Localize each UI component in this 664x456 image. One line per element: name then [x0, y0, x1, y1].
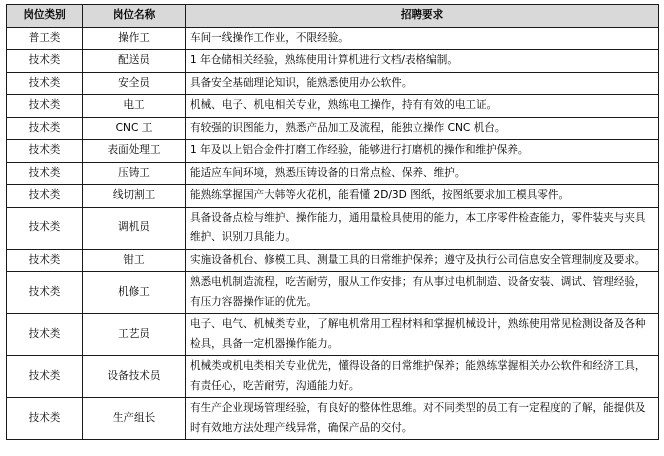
table-row: [7, 140, 659, 163]
requirement-cell: 车间一线操作工作业，不限经验。: [186, 27, 659, 50]
requirement-cell: 具备设备点检与维护、操作能力，通用量检具使用的能力，本工序零件检查能力，零件装夹与夹具维护、识别刀具能力。: [186, 207, 659, 249]
table-row: [7, 117, 659, 140]
table-row: [7, 398, 659, 440]
position-cell: 配送员: [83, 50, 186, 73]
header-requirement: 招聘要求: [186, 5, 659, 28]
category-cell: 技术类: [7, 140, 83, 163]
table-row: [7, 207, 659, 249]
category-cell: 技术类: [7, 117, 83, 140]
requirement-cell: 具备安全基础理论知识，能熟悉使用办公软件。: [186, 72, 659, 95]
table-header-row: [7, 5, 659, 28]
requirement-cell: 有生产企业现场管理经验，有良好的整体性思维。对不同类型的员工有一定程度的了解，能提供及时有效地方法处理产线异常，确保产品的交付。: [186, 398, 659, 440]
position-cell: 操作工: [83, 27, 186, 50]
requirement-cell: 机械类或机电类相关专业优先，懂得设备的日常维护保养；能熟练掌握相关办公软件和经济工具，有责任心，吃苦耐劳，沟通能力好。: [186, 356, 659, 398]
requirement-cell: 1 年仓储相关经验，熟练使用计算机进行文档/表格编制。: [186, 50, 659, 73]
requirement-cell: 有较强的识图能力，熟悉产品加工及流程，能独立操作 CNC 机台。: [186, 117, 659, 140]
requirement-cell: 实施设备机台、修模工具、测量工具的日常维护保养；遵守及执行公司信息安全管理制度及要求。: [186, 249, 659, 272]
position-cell: 机修工: [83, 272, 186, 314]
table-row: [7, 356, 659, 398]
category-cell: 普工类: [7, 27, 83, 50]
category-cell: 技术类: [7, 356, 83, 398]
category-cell: 技术类: [7, 398, 83, 440]
table-row: [7, 27, 659, 50]
category-cell: 技术类: [7, 95, 83, 118]
requirement-cell: 能适应车间环境，熟悉压铸设备的日常点检、保养、维护。: [186, 162, 659, 185]
category-cell: 技术类: [7, 207, 83, 249]
position-cell: 线切割工: [83, 185, 186, 208]
position-cell: 调机员: [83, 207, 186, 249]
requirement-cell: 能熟练掌握国产大韩等火花机，能看懂 2D/3D 图纸，按图纸要求加工模具零件。: [186, 185, 659, 208]
table-row: [7, 314, 659, 356]
table-row: [7, 50, 659, 73]
position-cell: 生产组长: [83, 398, 186, 440]
header-position: 岗位名称: [83, 5, 186, 28]
category-cell: 技术类: [7, 50, 83, 73]
category-cell: 技术类: [7, 314, 83, 356]
position-cell: CNC 工: [83, 117, 186, 140]
position-cell: 电工: [83, 95, 186, 118]
category-cell: 技术类: [7, 272, 83, 314]
position-cell: 设备技术员: [83, 356, 186, 398]
category-cell: 技术类: [7, 162, 83, 185]
position-cell: 钳工: [83, 249, 186, 272]
header-category: 岗位类别: [7, 5, 83, 28]
category-cell: 技术类: [7, 249, 83, 272]
table-row: [7, 249, 659, 272]
position-cell: 安全员: [83, 72, 186, 95]
table-row: [7, 272, 659, 314]
category-cell: 技术类: [7, 72, 83, 95]
requirement-cell: 机械、电子、机电相关专业，熟练电工操作，持有有效的电工证。: [186, 95, 659, 118]
position-cell: 表面处理工: [83, 140, 186, 163]
table-row: [7, 162, 659, 185]
table-row: [7, 95, 659, 118]
requirement-cell: 1 年及以上铝合金件打磨工作经验，能够进行打磨机的操作和维护保养。: [186, 140, 659, 163]
recruitment-table: [6, 4, 659, 440]
table-row: [7, 72, 659, 95]
requirement-cell: 电子、电气、机械类专业，了解电机常用工程材料和掌握机械设计，熟练使用常见检测设备及各种检具，具备一定机器操作能力。: [186, 314, 659, 356]
requirement-cell: 熟悉电机制造流程，吃苦耐劳，服从工作安排；有从事过电机制造、设备安装、调试、管理经验，有压力容器操作证的优先。: [186, 272, 659, 314]
position-cell: 压铸工: [83, 162, 186, 185]
table-row: [7, 185, 659, 208]
category-cell: 技术类: [7, 185, 83, 208]
position-cell: 工艺员: [83, 314, 186, 356]
